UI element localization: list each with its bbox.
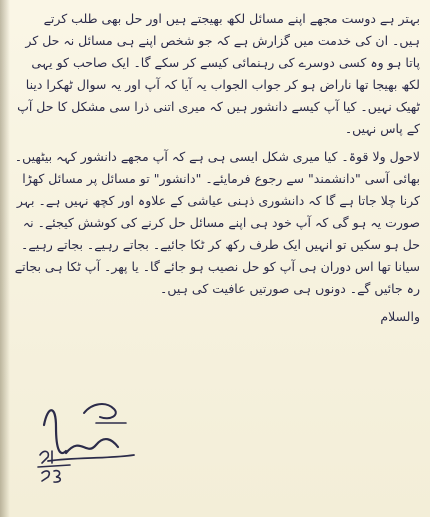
letter-paragraph-2: لاحول ولا قوۃ۔ کیا میری شکل ایسی ہی ہے کہ آپ مجھے دانشور کہہ بیٹھیں۔ بھائی آسی "دانشمند" سے رجوع فرمایئے۔ "دانشور" تو مسائل پر مسائل کھڑا کرنا چلا جاتا ہے گا کہ دانشوری ذہنی عیاشی کے علاوہ اور کچھ نہیں ہے۔ بہر صورت یہ ہو گی کہ آپ خود ہی اپنے مسائل حل کرنے کی کوشش کیجئے۔ نہ حل ہو سکیں تو انہیں ایک طرف رکھ کر ٹکا جائیے۔ بجاتے رہیے۔ بجاتے رہیے۔ سیانا تھا اس دوران ہی آپ کو حل نصیب ہو جائے گا۔ یا پھر۔ آپ ٹکا ہی بجاتے رہ جائیں گے۔ دونوں ہی صورتیں عافیت کی ہیں۔: [14, 149, 420, 296]
handwritten-date-mark: [34, 445, 78, 485]
page-edge-shadow: [0, 0, 10, 517]
letter-closing: والسلام: [380, 309, 420, 324]
handwritten-letter: [14, 8, 420, 334]
letter-paragraph-1: بہتر ہے دوست مجھے اپنے مسائل لکھ بھیجتے ہیں اور حل بھی طلب کرتے ہیں۔ ان کی خدمت میں گزارش ہے کہ جو شخص اپنے ہی مسائل نہ حل کر پاتا ہو وہ کسی دوسرے کی رہنمائی کیسے کر سکے گا۔ ایک صاحب کو یہی لکھ بھیجا تھا ناراض ہو کر جواب الجواب یہ آیا کہ آپ اور یہ سوال ٹھکرا دینا ٹھیک نہیں۔ کیا آپ کیسے دانشور ہیں کہ میری اتنی ذرا سی مشکل کا حل آپ کے پاس نہیں۔: [17, 11, 420, 136]
